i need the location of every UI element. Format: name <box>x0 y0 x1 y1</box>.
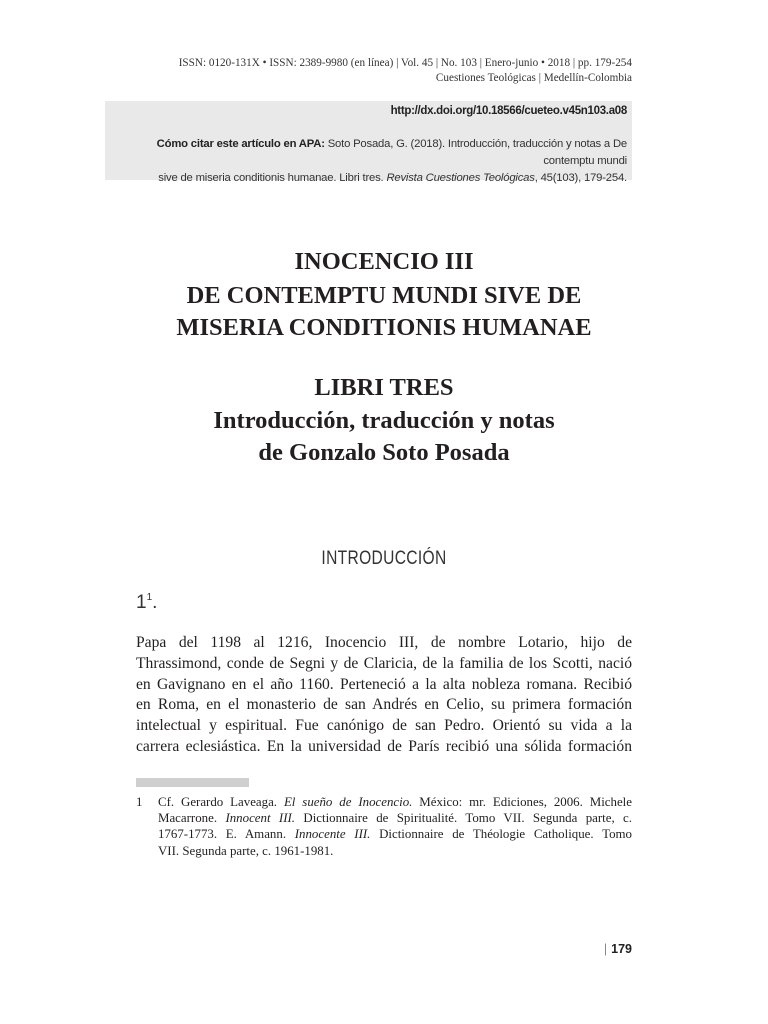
journal-header-issn: ISSN: 0120-131X • ISSN: 2389-9980 (en línea) | Vol. 45 | No. 103 | Enero-junio • 2018 | pp. 179-254 <box>178 57 632 69</box>
section-number-suffix: . <box>152 592 158 613</box>
footnote-number: 1 <box>136 795 143 809</box>
body-line: en Roma, en el monasterio de san Andrés en Celio, su primera formación <box>136 696 632 714</box>
footnote <box>136 794 632 859</box>
footnote-reference[interactable]: 1 <box>146 592 153 603</box>
footnote-line <box>158 810 632 826</box>
page-number-value: 179 <box>611 942 632 956</box>
body-line: Papa del 1198 al 1216, Inocencio III, de nombre Lotario, hijo de <box>136 634 632 651</box>
footnote-text-part: México: mr. Ediciones, 2006. Michele <box>412 795 632 809</box>
title-line-1: INOCENCIO III <box>294 248 474 275</box>
footnote-title: Innocente III. <box>294 827 371 842</box>
footnote-title: El sueño de Inocencio. <box>283 795 413 809</box>
journal-header-location: Cuestiones Teológicas | Medellín-Colombia <box>435 72 632 84</box>
footnote-text-part: Macarrone. <box>158 811 226 826</box>
citation-part-3: , 45(103), 179-254. <box>534 172 627 184</box>
footnote-text-part: Cf. Gerardo Laveaga. <box>158 795 284 809</box>
citation-text <box>107 136 627 187</box>
body-line: Thrassimond, conde de Segni y de Claricia, de la familia de los Scotti, nació <box>136 654 632 672</box>
subtitle-line-1: LIBRI TRES <box>314 374 454 401</box>
footnote-line <box>158 794 632 810</box>
footnote-separator <box>136 778 249 787</box>
section-number <box>136 592 157 614</box>
footnote-text-part: 1767-1773. E. Amann. <box>158 827 295 842</box>
section-number-value: 1 <box>136 592 147 613</box>
page-number-divider: | <box>603 942 608 956</box>
citation-part-2: sive de miseria conditionis humanae. Libri tres. <box>158 172 387 184</box>
body-line: en Gavignano en el año 1160. Perteneció a la alta nobleza romana. Recibió <box>136 675 632 693</box>
footnote-line: VII. Segunda parte, c. 1961-1981. <box>158 843 334 858</box>
citation-journal: Revista Cuestiones Teológicas <box>386 172 535 184</box>
footnote-line <box>158 826 632 842</box>
citation-box <box>105 101 632 184</box>
section-heading: INTRODUCCIÓN <box>321 548 447 569</box>
body-line: carrera eclesiástica. En la universidad de París recibió una sólida formación <box>136 737 632 755</box>
body-paragraph <box>136 633 632 758</box>
title-line-2: DE CONTEMPTU MUNDI SIVE DE <box>186 282 582 309</box>
body-line: intelectual y espiritual. Fue canónigo de san Pedro. Orientó su vida a la <box>136 717 632 735</box>
footnote-text-part: Dictionnaire de Spiritualité. Tomo VII. Segunda parte, c. <box>295 811 633 826</box>
citation-label: Cómo citar este artículo en APA: <box>156 138 325 150</box>
page-number <box>604 942 632 956</box>
citation-part-1: Soto Posada, G. (2018). Introducción, traducción y notas a De contemptu mundi <box>324 138 627 167</box>
doi-link[interactable]: http://dx.doi.org/10.18566/cueteo.v45n103.a08 <box>390 105 627 117</box>
footnote-text <box>158 794 632 859</box>
footnote-text-part: Dictionnaire de Théologie Catholique. Tomo <box>370 827 632 842</box>
subtitle-line-3: de Gonzalo Soto Posada <box>258 439 510 466</box>
subtitle-line-2: Introducción, traducción y notas <box>213 407 555 434</box>
title-line-3: MISERIA CONDITIONIS HUMANAE <box>176 314 592 341</box>
footnote-title: Innocent III. <box>225 811 296 826</box>
